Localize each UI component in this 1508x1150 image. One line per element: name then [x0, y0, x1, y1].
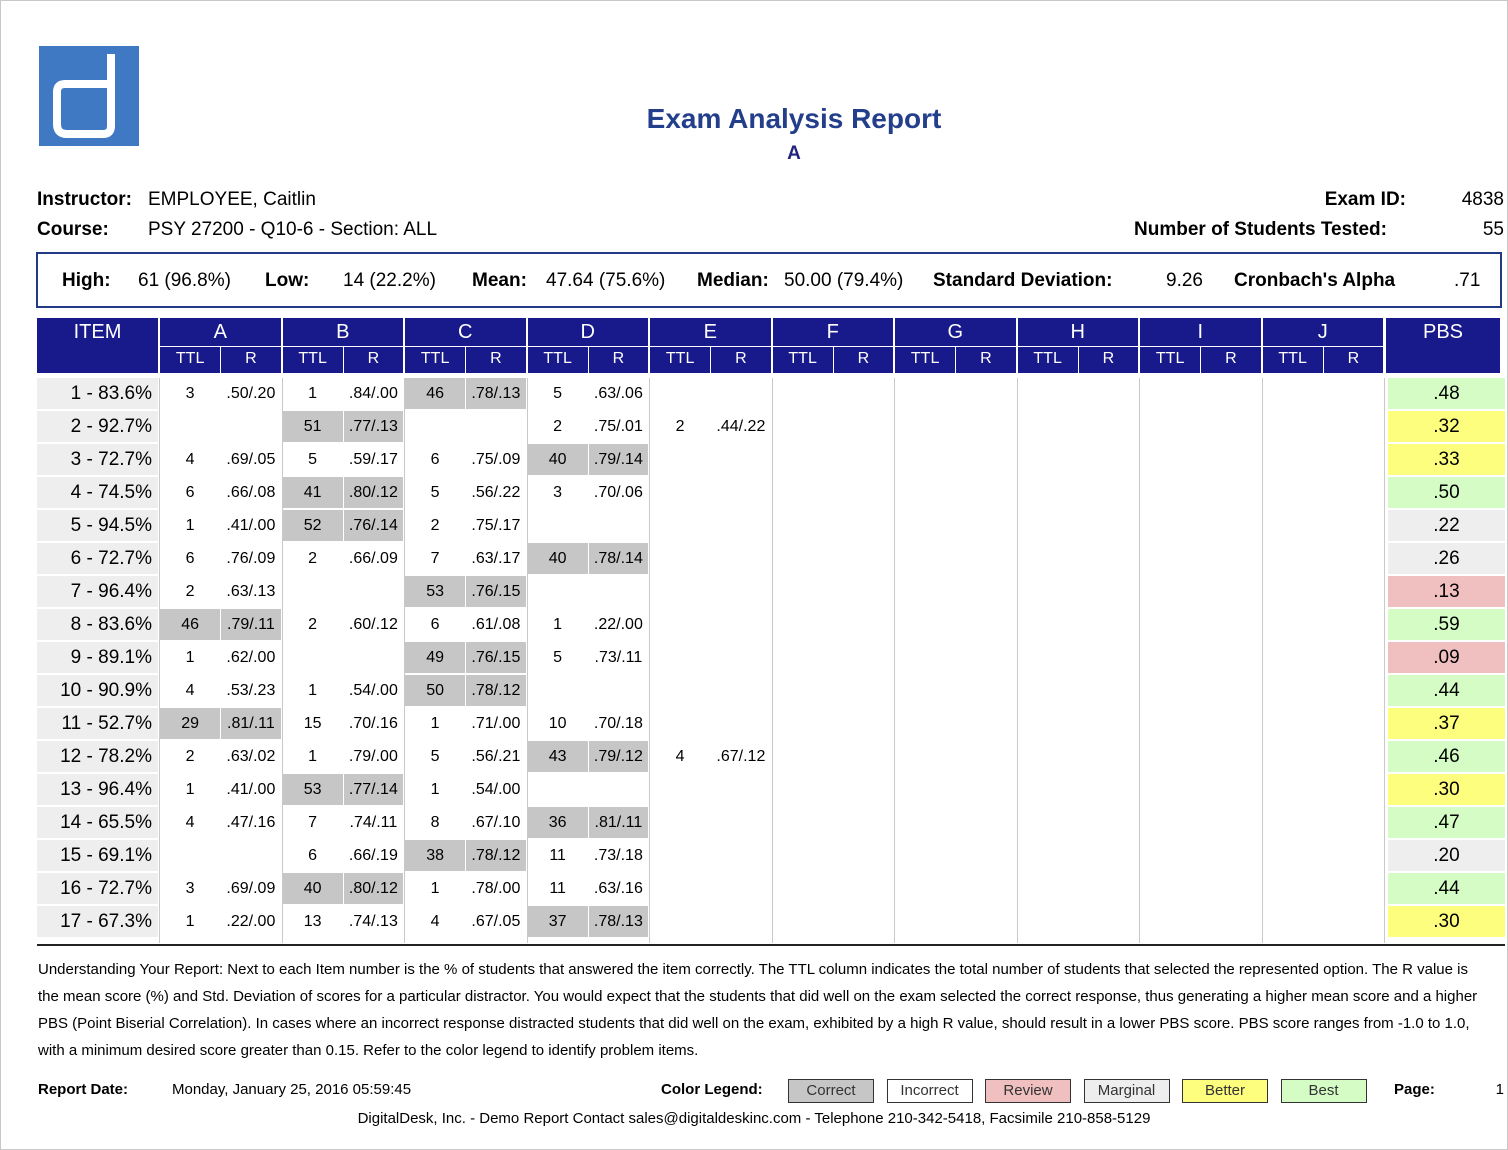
r-value: .50/.20	[226, 385, 276, 402]
r-value: .79/.12	[589, 741, 648, 772]
r-value: .75/.17	[471, 517, 521, 534]
course-value: PSY 27200 - Q10-6 - Section: ALL	[148, 219, 438, 240]
students-value: 55	[1482, 219, 1504, 240]
pbs-value: .32	[1388, 411, 1505, 442]
r-value: .84/.00	[348, 385, 398, 402]
ttl-value: 2	[308, 550, 318, 567]
option-header-b: B	[283, 318, 404, 346]
median-label: Median:	[697, 270, 769, 291]
ttl-value: 46	[160, 609, 220, 640]
r-value: .77/.14	[344, 774, 403, 805]
column-separator	[282, 378, 283, 943]
legend-better: Better	[1182, 1079, 1268, 1103]
r-value: .44/.22	[716, 418, 766, 435]
pbs-value: .44	[1388, 873, 1505, 904]
students-label: Number of Students Tested:	[1134, 219, 1387, 240]
low-value: 14 (22.2%)	[343, 270, 436, 291]
ttl-value: 5	[553, 649, 563, 666]
ttl-value: 1	[430, 880, 440, 897]
r-value: .74/.13	[348, 913, 398, 930]
item-column-header: ITEM	[37, 318, 158, 373]
ttl-value: 4	[185, 682, 195, 699]
ttl-value	[283, 576, 343, 607]
item-label: 12 - 78.2%	[37, 741, 158, 772]
r-value: .53/.23	[226, 682, 276, 699]
item-label: 8 - 83.6%	[37, 609, 158, 640]
r-subheader: R	[1201, 347, 1260, 373]
ttl-value: 46	[405, 378, 465, 409]
ttl-value	[160, 840, 220, 871]
r-subheader: R	[1324, 347, 1383, 373]
item-label: 15 - 69.1%	[37, 840, 158, 871]
high-label: High:	[62, 270, 111, 291]
r-value: .54/.00	[348, 682, 398, 699]
r-value: .59/.17	[348, 451, 398, 468]
ttl-value: 5	[430, 484, 440, 501]
r-subheader: R	[956, 347, 1015, 373]
r-subheader: R	[711, 347, 770, 373]
ttl-subheader: TTL	[650, 347, 710, 373]
report-explanation: Understanding Your Report: Next to each Item number is the % of students that answered the item correctly. The TTL column indicates the total number of students that selected the represented option. The R value is the mean score (%) and Std. Deviation of scores for a particular distractor. You would expect that the students that did well on the exam selected the correct response, thus generating a higher mean score and a higher PBS (Point Biserial Correlation). In cases where an incorrect response distracted students that did well on the exam, exhibited by a high R value, should result in a lower PBS score. PBS score ranges from -1.0 to 1.0, with a minimum desired score greater than 0.15. Refer to the color legend to identify problem items.	[38, 961, 1478, 1059]
color-legend-label: Color Legend:	[661, 1081, 763, 1098]
ttl-value: 3	[185, 385, 195, 402]
r-value: .74/.11	[349, 814, 398, 831]
option-header-d: D	[528, 318, 649, 346]
r-value: .41/.00	[226, 781, 276, 798]
r-value: .73/.11	[594, 649, 643, 666]
r-value: .78/.00	[471, 880, 521, 897]
r-value: .66/.09	[348, 550, 398, 567]
ttl-value: 10	[548, 715, 567, 732]
high-value: 61 (96.8%)	[138, 270, 231, 291]
ttl-value: 40	[528, 543, 588, 574]
ttl-value: 2	[430, 517, 440, 534]
r-value: .69/.05	[226, 451, 276, 468]
option-header-i: I	[1140, 318, 1261, 346]
option-header-a: A	[160, 318, 281, 346]
r-subheader: R	[466, 347, 525, 373]
ttl-subheader: TTL	[1018, 347, 1078, 373]
ttl-subheader: TTL	[528, 347, 588, 373]
ttl-value	[405, 411, 465, 442]
ttl-value: 49	[405, 642, 465, 673]
ttl-value: 2	[185, 583, 195, 600]
r-subheader: R	[1079, 347, 1138, 373]
item-label: 4 - 74.5%	[37, 477, 158, 508]
ttl-value: 7	[308, 814, 318, 831]
item-label: 7 - 96.4%	[37, 576, 158, 607]
column-separator	[772, 378, 773, 943]
r-value: .81/.11	[589, 807, 648, 838]
pbs-value: .30	[1388, 906, 1505, 937]
column-separator	[404, 378, 405, 943]
r-value: .79/.11	[221, 609, 280, 640]
legend-correct: Correct	[788, 1079, 874, 1103]
r-value: .75/.09	[471, 451, 521, 468]
option-header-j: J	[1263, 318, 1384, 346]
column-separator	[894, 378, 895, 943]
score-summary	[36, 252, 1502, 308]
column-separator	[159, 378, 160, 943]
r-value: .61/.08	[471, 616, 521, 633]
column-separator	[1139, 378, 1140, 943]
ttl-value: 1	[185, 517, 195, 534]
ttl-value: 43	[528, 741, 588, 772]
ttl-subheader: TTL	[283, 347, 343, 373]
r-value	[344, 576, 403, 607]
r-value: .78/.14	[589, 543, 648, 574]
r-value: .78/.12	[466, 840, 525, 871]
column-separator	[1262, 378, 1263, 943]
ttl-value: 38	[405, 840, 465, 871]
ttl-value: 53	[405, 576, 465, 607]
r-value: .63/.13	[226, 583, 276, 600]
ttl-value: 4	[430, 913, 440, 930]
r-value: .70/.06	[593, 484, 643, 501]
ttl-value	[160, 411, 220, 442]
r-value: .78/.13	[466, 378, 525, 409]
cronbach-alpha-label: Cronbach's Alpha	[1234, 270, 1396, 291]
r-value: .67/.12	[716, 748, 766, 765]
ttl-value: 6	[185, 550, 195, 567]
pbs-value: .48	[1388, 378, 1505, 409]
ttl-value: 29	[160, 708, 220, 739]
pbs-value: .59	[1388, 609, 1505, 640]
item-label: 1 - 83.6%	[37, 378, 158, 409]
r-value: .63/.02	[226, 748, 276, 765]
r-value: .81/.11	[221, 708, 280, 739]
low-label: Low:	[265, 270, 310, 291]
ttl-value: 36	[528, 807, 588, 838]
item-label: 17 - 67.3%	[37, 906, 158, 937]
mean-label: Mean:	[472, 270, 527, 291]
ttl-value: 37	[528, 906, 588, 937]
ttl-value: 7	[430, 550, 440, 567]
legend-review: Review	[985, 1079, 1071, 1103]
r-value: .60/.12	[348, 616, 398, 633]
ttl-value: 6	[308, 847, 318, 864]
option-header-h: H	[1018, 318, 1139, 346]
instructor-value: EMPLOYEE, Caitlin	[148, 189, 316, 210]
pbs-value: .13	[1388, 576, 1505, 607]
ttl-value: 2	[308, 616, 318, 633]
report-title: Exam Analysis Report	[646, 103, 942, 134]
r-subheader: R	[221, 347, 280, 373]
ttl-value: 4	[185, 451, 195, 468]
r-value	[344, 642, 403, 673]
mean-value: 47.64 (75.6%)	[546, 270, 666, 291]
r-value: .79/.00	[348, 748, 398, 765]
ttl-value: 1	[430, 781, 440, 798]
ttl-value: 51	[283, 411, 343, 442]
r-subheader: R	[834, 347, 893, 373]
r-value: .54/.00	[471, 781, 521, 798]
option-header-f: F	[773, 318, 894, 346]
ttl-value: 6	[430, 451, 440, 468]
r-subheader: R	[589, 347, 648, 373]
r-value: .79/.14	[589, 444, 648, 475]
pbs-value: .50	[1388, 477, 1505, 508]
ttl-value: 6	[185, 484, 195, 501]
page-number: 1	[1495, 1081, 1504, 1098]
ttl-subheader: TTL	[773, 347, 833, 373]
item-label: 14 - 65.5%	[37, 807, 158, 838]
pbs-column-header: PBS	[1386, 318, 1500, 373]
r-value: .66/.19	[348, 847, 398, 864]
option-header-c: C	[405, 318, 526, 346]
pbs-value: .26	[1388, 543, 1505, 574]
ttl-value: 1	[308, 748, 318, 765]
r-value: .76/.15	[466, 576, 525, 607]
ttl-value: 8	[430, 814, 440, 831]
r-value	[466, 411, 525, 442]
ttl-value: 4	[185, 814, 195, 831]
pbs-value: .20	[1388, 840, 1505, 871]
exam-form: A	[787, 143, 801, 164]
company-footer: DigitalDesk, Inc. - Demo Report Contact sales@digitaldeskinc.com - Telephone 210-342-5418, Facsimile 210-858-5129	[357, 1110, 1151, 1127]
ttl-value: 5	[430, 748, 440, 765]
column-separator	[527, 378, 528, 943]
ttl-subheader: TTL	[1263, 347, 1323, 373]
ttl-value: 50	[405, 675, 465, 706]
item-label: 5 - 94.5%	[37, 510, 158, 541]
ttl-value: 1	[185, 913, 195, 930]
legend-marginal: Marginal	[1084, 1079, 1170, 1103]
legend-best: Best	[1281, 1079, 1367, 1103]
r-value: .67/.05	[471, 913, 521, 930]
ttl-value: 3	[553, 484, 563, 501]
median-value: 50.00 (79.4%)	[784, 270, 904, 291]
cronbach-alpha-value: .71	[1454, 270, 1481, 291]
page-label: Page:	[1394, 1081, 1435, 1098]
item-label: 16 - 72.7%	[37, 873, 158, 904]
ttl-value: 5	[553, 385, 563, 402]
r-value: .78/.13	[589, 906, 648, 937]
std-dev-label: Standard Deviation:	[933, 270, 1113, 291]
legend-incorrect: Incorrect	[887, 1079, 973, 1103]
r-subheader: R	[344, 347, 403, 373]
pbs-value: .46	[1388, 741, 1505, 772]
option-header-e: E	[650, 318, 771, 346]
item-label: 10 - 90.9%	[37, 675, 158, 706]
exam-id-label: Exam ID:	[1324, 189, 1406, 210]
ttl-value: 15	[303, 715, 322, 732]
ttl-subheader: TTL	[160, 347, 220, 373]
ttl-value: 11	[549, 880, 566, 897]
table-bottom-rule	[37, 944, 1505, 946]
item-label: 13 - 96.4%	[37, 774, 158, 805]
item-label: 11 - 52.7%	[37, 708, 158, 739]
ttl-value	[283, 642, 343, 673]
ttl-value: 2	[553, 418, 563, 435]
pbs-value: .44	[1388, 675, 1505, 706]
ttl-value: 41	[283, 477, 343, 508]
std-dev-value: 9.26	[1166, 270, 1203, 291]
ttl-value: 2	[185, 748, 195, 765]
ttl-subheader: TTL	[1140, 347, 1200, 373]
ttl-subheader: TTL	[405, 347, 465, 373]
item-label: 6 - 72.7%	[37, 543, 158, 574]
r-value: .70/.16	[348, 715, 398, 732]
r-value: .62/.00	[226, 649, 276, 666]
r-value: .22/.00	[226, 913, 276, 930]
instructor-label: Instructor:	[37, 189, 132, 210]
column-separator	[1017, 378, 1018, 943]
ttl-subheader: TTL	[895, 347, 955, 373]
pbs-value: .33	[1388, 444, 1505, 475]
ttl-value: 1	[308, 682, 318, 699]
r-value: .66/.08	[226, 484, 276, 501]
item-label: 2 - 92.7%	[37, 411, 158, 442]
pbs-value: .30	[1388, 774, 1505, 805]
r-value: .69/.09	[226, 880, 276, 897]
ttl-value: 53	[283, 774, 343, 805]
r-value: .63/.17	[471, 550, 521, 567]
r-value: .56/.22	[471, 484, 521, 501]
r-value: .67/.10	[471, 814, 521, 831]
column-separator	[1384, 378, 1385, 943]
item-label: 9 - 89.1%	[37, 642, 158, 673]
ttl-value: 1	[308, 385, 318, 402]
r-value: .80/.12	[344, 873, 403, 904]
r-value	[221, 411, 280, 442]
r-value: .76/.14	[344, 510, 403, 541]
ttl-value: 1	[430, 715, 440, 732]
pbs-value: .22	[1388, 510, 1505, 541]
ttl-value: 1	[553, 616, 563, 633]
r-value: .47/.16	[226, 814, 276, 831]
r-value: .76/.09	[226, 550, 276, 567]
r-value	[221, 840, 280, 871]
ttl-value: 3	[185, 880, 195, 897]
r-value: .41/.00	[226, 517, 276, 534]
r-value: .63/.06	[593, 385, 643, 402]
ttl-value: 40	[528, 444, 588, 475]
ttl-value: 5	[308, 451, 318, 468]
ttl-value: 1	[185, 781, 195, 798]
course-label: Course:	[37, 219, 109, 240]
r-value: .70/.18	[593, 715, 643, 732]
item-label: 3 - 72.7%	[37, 444, 158, 475]
r-value: .76/.15	[466, 642, 525, 673]
r-value: .75/.01	[593, 418, 643, 435]
ttl-value: 11	[549, 847, 566, 864]
r-value: .22/.00	[593, 616, 643, 633]
ttl-value: 2	[675, 418, 685, 435]
r-value: .71/.00	[471, 715, 521, 732]
pbs-value: .37	[1388, 708, 1505, 739]
report-date-label: Report Date:	[38, 1081, 129, 1098]
r-value: .73/.18	[593, 847, 643, 864]
exam-id-value: 4838	[1461, 189, 1504, 210]
r-value: .77/.13	[344, 411, 403, 442]
report-date-value: Monday, January 25, 2016 05:59:45	[172, 1081, 412, 1098]
ttl-value: 52	[283, 510, 343, 541]
pbs-value: .47	[1388, 807, 1505, 838]
ttl-value: 1	[185, 649, 195, 666]
ttl-value: 13	[303, 913, 322, 930]
pbs-value: .09	[1388, 642, 1505, 673]
ttl-value: 40	[283, 873, 343, 904]
column-separator	[649, 378, 650, 943]
ttl-value: 6	[430, 616, 440, 633]
ttl-value: 4	[675, 748, 685, 765]
r-value: .63/.16	[593, 880, 643, 897]
r-value: .78/.12	[466, 675, 525, 706]
r-value: .56/.21	[471, 748, 521, 765]
option-header-g: G	[895, 318, 1016, 346]
r-value: .80/.12	[344, 477, 403, 508]
